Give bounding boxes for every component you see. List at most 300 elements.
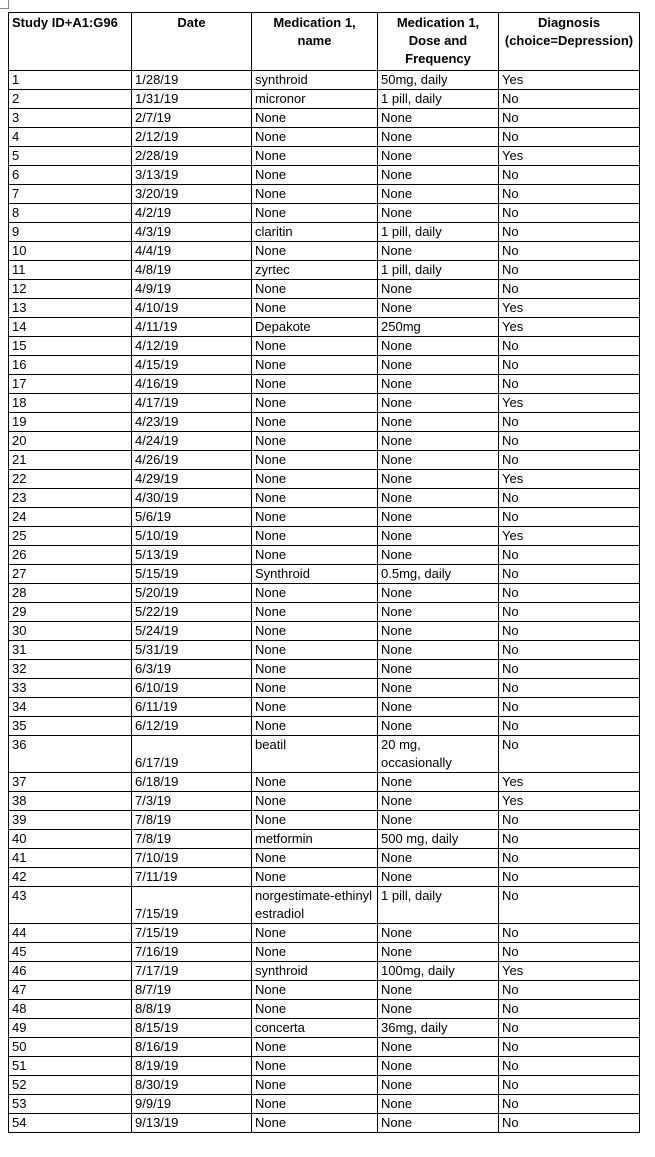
cell-study-id[interactable]: 38	[9, 792, 132, 811]
table-row	[9, 887, 640, 924]
cell-date[interactable]: 6/3/19	[132, 660, 252, 679]
cell-medication-dose[interactable]: 1 pill, daily	[378, 887, 499, 924]
cell-study-id[interactable]: 23	[9, 489, 132, 508]
cell-medication-dose[interactable]: None	[378, 698, 499, 717]
cell-medication-name[interactable]: None	[252, 147, 378, 166]
cell-medication-dose[interactable]: None	[378, 470, 499, 489]
cell-study-id[interactable]: 12	[9, 280, 132, 299]
cell-medication-name[interactable]: None	[252, 375, 378, 394]
cell-diagnosis[interactable]: Yes	[499, 773, 640, 792]
cell-medication-dose[interactable]: None	[378, 773, 499, 792]
cell-medication-dose[interactable]: 1 pill, daily	[378, 223, 499, 242]
cell-study-id[interactable]: 50	[9, 1038, 132, 1057]
cell-diagnosis[interactable]: No	[499, 887, 640, 924]
table-row	[9, 924, 640, 943]
cell-medication-dose[interactable]: None	[378, 1038, 499, 1057]
cell-date[interactable]: 5/31/19	[132, 641, 252, 660]
cell-date[interactable]: 7/3/19	[132, 792, 252, 811]
cell-medication-dose[interactable]: None	[378, 868, 499, 887]
cell-medication-dose[interactable]: 20 mg, occasionally	[378, 736, 499, 773]
cell-medication-name[interactable]: None	[252, 1114, 378, 1133]
cell-date[interactable]: 4/23/19	[132, 413, 252, 432]
cell-medication-name[interactable]: None	[252, 868, 378, 887]
cell-study-id[interactable]: 43	[9, 887, 132, 924]
cell-study-id[interactable]: 11	[9, 261, 132, 280]
cell-date[interactable]: 8/19/19	[132, 1057, 252, 1076]
table-body	[9, 71, 640, 1133]
cell-diagnosis[interactable]: No	[499, 166, 640, 185]
cell-study-id[interactable]: 34	[9, 698, 132, 717]
cell-medication-name[interactable]: None	[252, 394, 378, 413]
cell-medication-dose[interactable]: None	[378, 1114, 499, 1133]
cell-diagnosis[interactable]: Yes	[499, 299, 640, 318]
cell-study-id[interactable]: 17	[9, 375, 132, 394]
cell-diagnosis[interactable]: No	[499, 849, 640, 868]
cell-diagnosis[interactable]: No	[499, 565, 640, 584]
table-row	[9, 773, 640, 792]
cell-medication-dose[interactable]: None	[378, 375, 499, 394]
cell-medication-name[interactable]: None	[252, 603, 378, 622]
cell-date[interactable]: 4/15/19	[132, 356, 252, 375]
cell-date[interactable]: 4/26/19	[132, 451, 252, 470]
cell-diagnosis[interactable]: No	[499, 204, 640, 223]
cell-medication-name[interactable]: None	[252, 489, 378, 508]
cell-diagnosis[interactable]: No	[499, 1038, 640, 1057]
cell-diagnosis[interactable]: No	[499, 1057, 640, 1076]
cell-study-id[interactable]: 42	[9, 868, 132, 887]
cell-study-id[interactable]: 28	[9, 584, 132, 603]
cell-date[interactable]: 7/15/19	[132, 887, 252, 924]
cell-medication-dose[interactable]: None	[378, 546, 499, 565]
cell-date[interactable]: 9/13/19	[132, 1114, 252, 1133]
cell-diagnosis[interactable]: No	[499, 489, 640, 508]
cell-study-id[interactable]: 33	[9, 679, 132, 698]
cell-medication-name[interactable]: None	[252, 299, 378, 318]
cell-date[interactable]: 9/9/19	[132, 1095, 252, 1114]
cell-date[interactable]: 1/31/19	[132, 90, 252, 109]
cell-study-id[interactable]: 40	[9, 830, 132, 849]
cell-medication-dose[interactable]: None	[378, 394, 499, 413]
cell-medication-dose[interactable]: None	[378, 622, 499, 641]
table-row	[9, 128, 640, 147]
cell-date[interactable]: 4/24/19	[132, 432, 252, 451]
cell-study-id[interactable]: 54	[9, 1114, 132, 1133]
cell-diagnosis[interactable]: No	[499, 981, 640, 1000]
cell-diagnosis[interactable]: No	[499, 924, 640, 943]
table-row	[9, 1057, 640, 1076]
header-date[interactable]: Date	[132, 13, 252, 71]
cell-date[interactable]: 5/20/19	[132, 584, 252, 603]
table-row	[9, 830, 640, 849]
cell-medication-name[interactable]: None	[252, 527, 378, 546]
cell-medication-dose[interactable]: 0.5mg, daily	[378, 565, 499, 584]
cell-diagnosis[interactable]: No	[499, 546, 640, 565]
cell-date[interactable]: 8/8/19	[132, 1000, 252, 1019]
cell-date[interactable]: 2/12/19	[132, 128, 252, 147]
cell-diagnosis[interactable]: No	[499, 1114, 640, 1133]
cell-medication-dose[interactable]: None	[378, 489, 499, 508]
cell-study-id[interactable]: 26	[9, 546, 132, 565]
cell-date[interactable]: 4/2/19	[132, 204, 252, 223]
cell-medication-name[interactable]: None	[252, 337, 378, 356]
cell-study-id[interactable]: 4	[9, 128, 132, 147]
cell-medication-name[interactable]: concerta	[252, 1019, 378, 1038]
cell-medication-dose[interactable]: None	[378, 508, 499, 527]
cell-study-id[interactable]: 5	[9, 147, 132, 166]
cell-date[interactable]: 4/29/19	[132, 470, 252, 489]
cell-medication-name[interactable]: None	[252, 660, 378, 679]
cell-medication-dose[interactable]: 50mg, daily	[378, 71, 499, 90]
cell-medication-name[interactable]: synthroid	[252, 962, 378, 981]
cell-diagnosis[interactable]: No	[499, 641, 640, 660]
cell-study-id[interactable]: 53	[9, 1095, 132, 1114]
cell-diagnosis[interactable]: Yes	[499, 962, 640, 981]
cell-medication-name[interactable]: None	[252, 280, 378, 299]
cell-date[interactable]: 7/17/19	[132, 962, 252, 981]
cell-date[interactable]: 8/30/19	[132, 1076, 252, 1095]
cell-medication-dose[interactable]: None	[378, 356, 499, 375]
cell-date[interactable]: 4/9/19	[132, 280, 252, 299]
cell-medication-dose[interactable]: 1 pill, daily	[378, 261, 499, 280]
cell-medication-dose[interactable]: None	[378, 413, 499, 432]
cell-diagnosis[interactable]: No	[499, 223, 640, 242]
cell-diagnosis[interactable]: Yes	[499, 147, 640, 166]
cell-medication-name[interactable]: None	[252, 451, 378, 470]
cell-study-id[interactable]: 31	[9, 641, 132, 660]
cell-date[interactable]: 8/7/19	[132, 981, 252, 1000]
cell-date[interactable]: 6/12/19	[132, 717, 252, 736]
cell-date[interactable]: 4/3/19	[132, 223, 252, 242]
cell-date[interactable]: 5/13/19	[132, 546, 252, 565]
cell-medication-name[interactable]: None	[252, 943, 378, 962]
header-diagnosis[interactable]: Diagnosis (choice=Depression)	[499, 13, 640, 71]
cell-medication-dose[interactable]: None	[378, 641, 499, 660]
cell-study-id[interactable]: 32	[9, 660, 132, 679]
cell-study-id[interactable]: 25	[9, 527, 132, 546]
cell-diagnosis[interactable]: No	[499, 1095, 640, 1114]
cell-diagnosis[interactable]: No	[499, 261, 640, 280]
cell-date[interactable]: 2/7/19	[132, 109, 252, 128]
cell-diagnosis[interactable]: Yes	[499, 470, 640, 489]
cell-medication-name[interactable]: None	[252, 1000, 378, 1019]
cell-diagnosis[interactable]: No	[499, 451, 640, 470]
cell-date[interactable]: 6/10/19	[132, 679, 252, 698]
cell-medication-name[interactable]: None	[252, 849, 378, 868]
cell-date[interactable]: 4/8/19	[132, 261, 252, 280]
cell-study-id[interactable]: 52	[9, 1076, 132, 1095]
cell-diagnosis[interactable]: No	[499, 109, 640, 128]
cell-date[interactable]: 5/6/19	[132, 508, 252, 527]
table-row	[9, 280, 640, 299]
cell-diagnosis[interactable]: Yes	[499, 71, 640, 90]
cell-date[interactable]: 5/24/19	[132, 622, 252, 641]
cell-medication-name[interactable]: None	[252, 432, 378, 451]
cell-study-id[interactable]: 27	[9, 565, 132, 584]
cell-medication-name[interactable]: None	[252, 470, 378, 489]
cell-medication-name[interactable]: None	[252, 508, 378, 527]
cell-date[interactable]: 3/20/19	[132, 185, 252, 204]
cell-diagnosis[interactable]: No	[499, 679, 640, 698]
cell-diagnosis[interactable]: No	[499, 280, 640, 299]
cell-medication-name[interactable]: None	[252, 641, 378, 660]
cell-date[interactable]: 4/12/19	[132, 337, 252, 356]
cell-medication-dose[interactable]: None	[378, 299, 499, 318]
cell-medication-name[interactable]: None	[252, 128, 378, 147]
cell-diagnosis[interactable]: Yes	[499, 318, 640, 337]
table-row	[9, 698, 640, 717]
cell-study-id[interactable]: 18	[9, 394, 132, 413]
cell-medication-name[interactable]: norgestimate-ethinyl estradiol	[252, 887, 378, 924]
cell-diagnosis[interactable]: No	[499, 736, 640, 773]
cell-medication-name[interactable]: None	[252, 356, 378, 375]
cell-medication-dose[interactable]: None	[378, 527, 499, 546]
cell-study-id[interactable]: 19	[9, 413, 132, 432]
cell-date[interactable]: 1/28/19	[132, 71, 252, 90]
cell-medication-dose[interactable]: None	[378, 603, 499, 622]
cell-diagnosis[interactable]: No	[499, 830, 640, 849]
cell-diagnosis[interactable]: No	[499, 811, 640, 830]
cell-date[interactable]: 5/22/19	[132, 603, 252, 622]
cell-medication-name[interactable]: None	[252, 698, 378, 717]
cell-study-id[interactable]: 48	[9, 1000, 132, 1019]
cell-medication-dose[interactable]: None	[378, 660, 499, 679]
cell-date[interactable]: 8/15/19	[132, 1019, 252, 1038]
cell-medication-name[interactable]: synthroid	[252, 71, 378, 90]
cell-medication-dose[interactable]: None	[378, 204, 499, 223]
cell-medication-dose[interactable]: None	[378, 337, 499, 356]
cell-study-id[interactable]: 13	[9, 299, 132, 318]
cell-medication-dose[interactable]: None	[378, 109, 499, 128]
cell-diagnosis[interactable]: No	[499, 337, 640, 356]
table-row	[9, 299, 640, 318]
table-row	[9, 394, 640, 413]
cell-study-id[interactable]: 16	[9, 356, 132, 375]
cell-study-id[interactable]: 44	[9, 924, 132, 943]
cell-medication-dose[interactable]: None	[378, 811, 499, 830]
cell-diagnosis[interactable]: No	[499, 584, 640, 603]
cell-medication-name[interactable]: None	[252, 717, 378, 736]
table-row	[9, 109, 640, 128]
cell-study-id[interactable]: 49	[9, 1019, 132, 1038]
cell-date[interactable]: 2/28/19	[132, 147, 252, 166]
cell-medication-dose[interactable]: None	[378, 432, 499, 451]
cell-date[interactable]: 4/11/19	[132, 318, 252, 337]
table-row	[9, 242, 640, 261]
cell-diagnosis[interactable]: No	[499, 185, 640, 204]
cell-medication-name[interactable]: beatil	[252, 736, 378, 773]
cell-medication-name[interactable]: None	[252, 242, 378, 261]
cell-medication-dose[interactable]: None	[378, 1057, 499, 1076]
cell-diagnosis[interactable]: No	[499, 622, 640, 641]
cell-study-id[interactable]: 15	[9, 337, 132, 356]
cell-diagnosis[interactable]: No	[499, 356, 640, 375]
cell-diagnosis[interactable]: No	[499, 1019, 640, 1038]
cell-medication-name[interactable]: None	[252, 546, 378, 565]
cell-medication-dose[interactable]: 250mg	[378, 318, 499, 337]
cell-medication-name[interactable]: None	[252, 792, 378, 811]
cell-medication-name[interactable]: None	[252, 1057, 378, 1076]
table-row	[9, 185, 640, 204]
cell-date[interactable]: 8/16/19	[132, 1038, 252, 1057]
cell-study-id[interactable]: 37	[9, 773, 132, 792]
cell-date[interactable]: 7/8/19	[132, 830, 252, 849]
cell-medication-name[interactable]: None	[252, 1038, 378, 1057]
cell-medication-name[interactable]: None	[252, 204, 378, 223]
cell-date[interactable]: 6/17/19	[132, 736, 252, 773]
header-medication-dose[interactable]: Medication 1, Dose and Frequency	[378, 13, 499, 71]
cell-medication-dose[interactable]: None	[378, 1095, 499, 1114]
cell-medication-name[interactable]: Depakote	[252, 318, 378, 337]
cell-diagnosis[interactable]: No	[499, 432, 640, 451]
cell-diagnosis[interactable]: Yes	[499, 394, 640, 413]
cell-diagnosis[interactable]: Yes	[499, 792, 640, 811]
cell-medication-name[interactable]: None	[252, 679, 378, 698]
cell-medication-name[interactable]: None	[252, 773, 378, 792]
table-row	[9, 71, 640, 90]
cell-date[interactable]: 4/4/19	[132, 242, 252, 261]
cell-date[interactable]: 4/30/19	[132, 489, 252, 508]
cell-diagnosis[interactable]: No	[499, 128, 640, 147]
cell-date[interactable]: 6/18/19	[132, 773, 252, 792]
header-row	[9, 13, 640, 71]
cell-study-id[interactable]: 30	[9, 622, 132, 641]
cell-medication-dose[interactable]: None	[378, 128, 499, 147]
cell-medication-name[interactable]: claritin	[252, 223, 378, 242]
cell-medication-dose[interactable]: None	[378, 981, 499, 1000]
cell-study-id[interactable]: 47	[9, 981, 132, 1000]
cell-medication-dose[interactable]: 36mg, daily	[378, 1019, 499, 1038]
table-row	[9, 943, 640, 962]
cell-date[interactable]: 4/10/19	[132, 299, 252, 318]
cell-study-id[interactable]: 51	[9, 1057, 132, 1076]
cell-medication-dose[interactable]: None	[378, 717, 499, 736]
cell-medication-name[interactable]: None	[252, 924, 378, 943]
cell-study-id[interactable]: 22	[9, 470, 132, 489]
cell-date[interactable]: 7/16/19	[132, 943, 252, 962]
cell-medication-dose[interactable]: None	[378, 242, 499, 261]
cell-study-id[interactable]: 14	[9, 318, 132, 337]
cell-study-id[interactable]: 9	[9, 223, 132, 242]
cell-medication-name[interactable]: None	[252, 811, 378, 830]
cell-medication-dose[interactable]: 500 mg, daily	[378, 830, 499, 849]
cell-diagnosis[interactable]: Yes	[499, 527, 640, 546]
cell-medication-dose[interactable]: None	[378, 584, 499, 603]
cell-medication-dose[interactable]: None	[378, 943, 499, 962]
cell-diagnosis[interactable]: No	[499, 1000, 640, 1019]
header-study-id[interactable]: Study ID+A1:G96	[9, 13, 132, 71]
cell-medication-dose[interactable]: 100mg, daily	[378, 962, 499, 981]
cell-study-id[interactable]: 39	[9, 811, 132, 830]
table-row	[9, 166, 640, 185]
cell-date[interactable]: 4/17/19	[132, 394, 252, 413]
cell-diagnosis[interactable]: No	[499, 717, 640, 736]
cell-study-id[interactable]: 20	[9, 432, 132, 451]
cell-medication-dose[interactable]: None	[378, 1000, 499, 1019]
table-row	[9, 868, 640, 887]
cell-medication-dose[interactable]: None	[378, 679, 499, 698]
cell-medication-dose[interactable]: None	[378, 849, 499, 868]
cell-medication-name[interactable]: None	[252, 981, 378, 1000]
cell-medication-name[interactable]: zyrtec	[252, 261, 378, 280]
cell-medication-name[interactable]: Synthroid	[252, 565, 378, 584]
cell-date[interactable]: 7/15/19	[132, 924, 252, 943]
cell-medication-name[interactable]: micronor	[252, 90, 378, 109]
cell-medication-name[interactable]: None	[252, 185, 378, 204]
cell-study-id[interactable]: 41	[9, 849, 132, 868]
cell-date[interactable]: 7/8/19	[132, 811, 252, 830]
cell-study-id[interactable]: 8	[9, 204, 132, 223]
cell-study-id[interactable]: 35	[9, 717, 132, 736]
cell-medication-name[interactable]: None	[252, 1095, 378, 1114]
header-medication-name[interactable]: Medication 1, name	[252, 13, 378, 71]
cell-diagnosis[interactable]: No	[499, 90, 640, 109]
cell-medication-dose[interactable]: None	[378, 147, 499, 166]
cell-study-id[interactable]: 24	[9, 508, 132, 527]
cell-medication-dose[interactable]: None	[378, 166, 499, 185]
cell-date[interactable]: 7/11/19	[132, 868, 252, 887]
cell-medication-dose[interactable]: None	[378, 185, 499, 204]
table-row	[9, 90, 640, 109]
cell-date[interactable]: 4/16/19	[132, 375, 252, 394]
cell-medication-dose[interactable]: None	[378, 280, 499, 299]
cell-medication-name[interactable]: None	[252, 622, 378, 641]
table-row	[9, 413, 640, 432]
cell-study-id[interactable]: 7	[9, 185, 132, 204]
cell-diagnosis[interactable]: No	[499, 508, 640, 527]
cell-study-id[interactable]: 46	[9, 962, 132, 981]
study-data-table	[8, 12, 640, 1133]
table-row	[9, 1019, 640, 1038]
cell-study-id[interactable]: 21	[9, 451, 132, 470]
cell-medication-name[interactable]: None	[252, 109, 378, 128]
cell-diagnosis[interactable]: No	[499, 943, 640, 962]
cell-diagnosis[interactable]: No	[499, 413, 640, 432]
cell-study-id[interactable]: 2	[9, 90, 132, 109]
cell-study-id[interactable]: 6	[9, 166, 132, 185]
cell-date[interactable]: 5/15/19	[132, 565, 252, 584]
cell-study-id[interactable]: 36	[9, 736, 132, 773]
cell-date[interactable]: 5/10/19	[132, 527, 252, 546]
cell-diagnosis[interactable]: No	[499, 660, 640, 679]
table-row	[9, 1038, 640, 1057]
cell-study-id[interactable]: 29	[9, 603, 132, 622]
cell-diagnosis[interactable]: No	[499, 698, 640, 717]
cell-study-id[interactable]: 3	[9, 109, 132, 128]
cell-date[interactable]: 3/13/19	[132, 166, 252, 185]
cell-medication-name[interactable]: None	[252, 1076, 378, 1095]
cell-medication-name[interactable]: None	[252, 413, 378, 432]
cell-study-id[interactable]: 1	[9, 71, 132, 90]
cell-diagnosis[interactable]: No	[499, 1076, 640, 1095]
cell-medication-dose[interactable]: None	[378, 792, 499, 811]
cell-diagnosis[interactable]: No	[499, 603, 640, 622]
cell-date[interactable]: 6/11/19	[132, 698, 252, 717]
cell-medication-dose[interactable]: None	[378, 451, 499, 470]
cell-diagnosis[interactable]: No	[499, 375, 640, 394]
cell-study-id[interactable]: 10	[9, 242, 132, 261]
cell-diagnosis[interactable]: No	[499, 242, 640, 261]
cell-diagnosis[interactable]: No	[499, 868, 640, 887]
cell-medication-name[interactable]: None	[252, 166, 378, 185]
cell-medication-dose[interactable]: None	[378, 1076, 499, 1095]
cell-medication-name[interactable]: None	[252, 584, 378, 603]
cell-medication-name[interactable]: metformin	[252, 830, 378, 849]
cell-medication-dose[interactable]: None	[378, 924, 499, 943]
cell-study-id[interactable]: 45	[9, 943, 132, 962]
table-row	[9, 356, 640, 375]
cell-medication-dose[interactable]: 1 pill, daily	[378, 90, 499, 109]
cell-date[interactable]: 7/10/19	[132, 849, 252, 868]
